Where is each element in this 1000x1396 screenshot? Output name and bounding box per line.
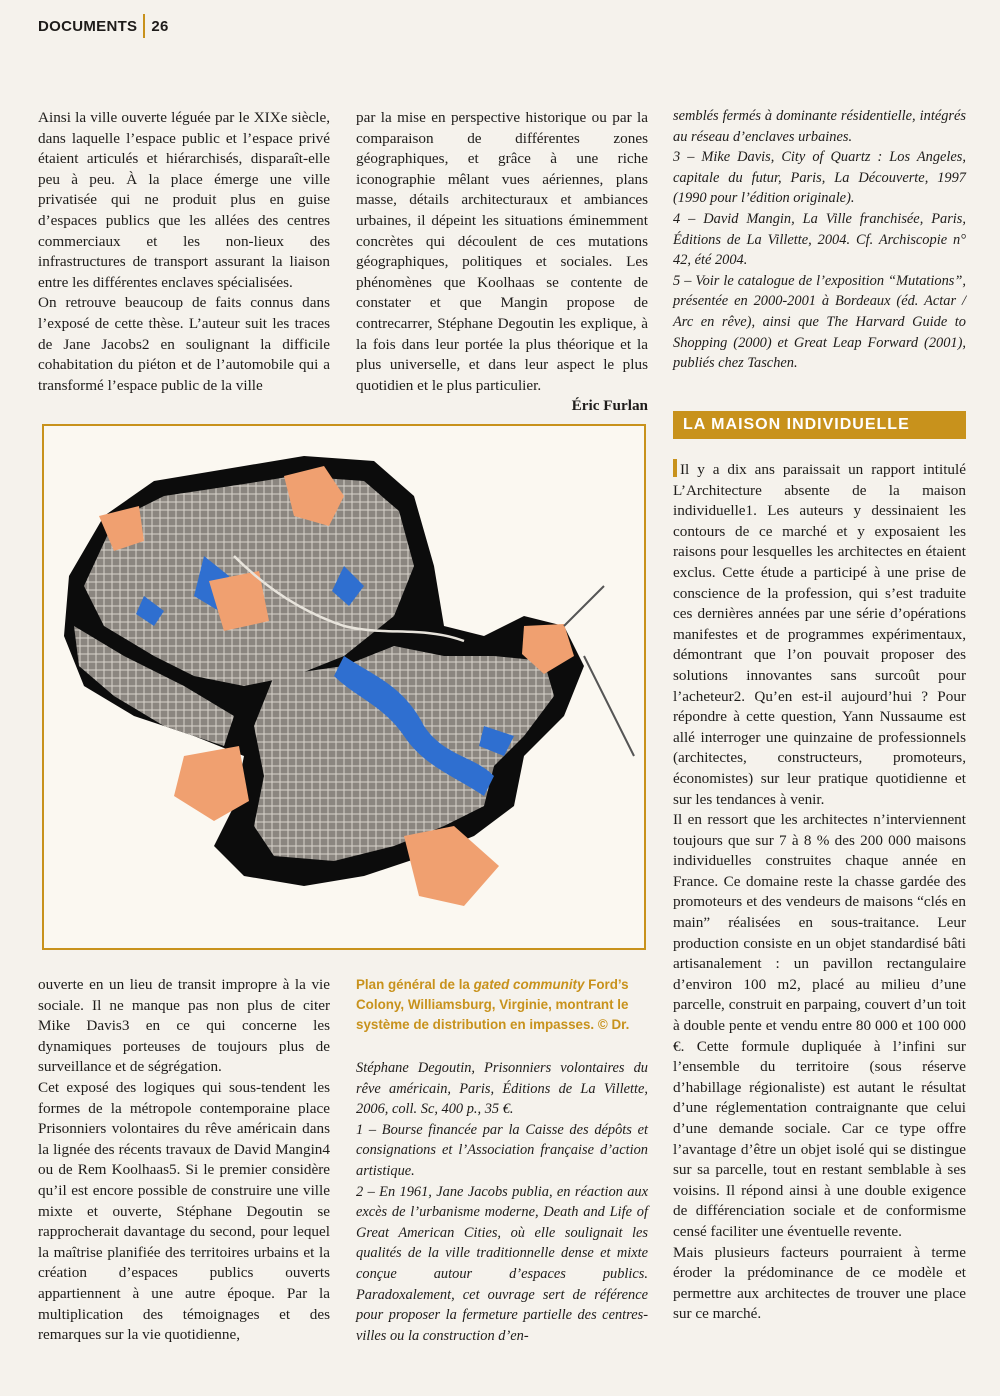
footnote: semblés fermés à dominante résidentielle, intégrés au réseau d’enclaves urbaines. [673,108,966,145]
footnote: 3 – Mike Davis, City of Quartz : Los Angeles, capitale du futur, Paris, La Découverte, 1997 (1990 pour l’édition originale). [673,149,966,207]
column-3-body [673,459,966,1325]
figure-caption [356,975,656,1035]
column-2-top [356,108,648,417]
paragraph: par la mise en perspective historique ou par la comparaison de différentes zones géographiques, et grâce à une riche iconographie mêlant vues aériennes, plans masse, détails architecturaux et ambiances urbaines, il dépeint les situations éminemment concrètes qui découlent de ces mutations géographiques, politiques et sociales. Les phénomènes que Koolhaas se contente de constater et que Mangin propose de contrecarrer, Stéphane Degoutin les explique, à la fois dans leur portée la plus théorique et la plus universelle, et dans leur aspect le plus quotidien et le plus particulier. [356,109,648,394]
amenity-area [404,826,499,906]
caption-text: Ford’s Colony, Williamsburg, Virginie, montrant le système de distribution en impasses. © Dr. [356,977,630,1032]
page-number: 26 [151,17,169,35]
footnote: 5 – Voir le catalogue de l’exposition “Mutations”, présentée en 2000-2001 à Bordeaux (éd. Actar / Arc en rêve), ainsi que The Harvard Guide to Shopping (2000) et Great Leap Forward (2001), publiés chez Taschen. [673,272,966,372]
footnote: 2 – En 1961, Jane Jacobs publia, en réaction aux excès de l’urbanisme moderne, Death and Life of Great American Cities, où elle soulignait les qualités de la ville traditionnelle dense et mixte conçue autour d’espaces publics. Paradoxalement, cet ouvrage sert de référence pour proposer la fermeture partielle des centres-villes ou la construction d’en- [356,1183,648,1344]
running-header [38,14,169,38]
caption-text: Plan général de la [356,977,474,992]
column-2-bottom [356,1058,648,1346]
paragraph-text: Il y a dix ans paraissait un rapport intitulé L’Architecture absente de la maison individuelle1. Les auteurs y dessinaient les contours de ce marché et y exposaient les raisons pour lesquelles les architectes en étaient exclus. Cette étude a participé à une prise de conscience de la profession, qui s’est traduite ces dernières années par une série d’opérations manifestes et de programmes expérimentaux, démontrant que l’on pouvait proposer des solutions innovantes sans surcoût pour l’acheteur2. Qu’en est-il aujourd’hui ? Pour répondre à cette question, Yann Nussaume est allé interroger une quinzaine de professionnels (architectes, constructeurs, promoteurs, économistes) sur leur pratique quotidienne et sur les tendances à venir. [673,461,966,808]
paragraph: Cet exposé des logiques qui sous-tendent les formes de la métropole contemporaine place Prisonniers volontaires du rêve américain dans la lignée des récents travaux de David Mangin4 ou de Rem Koolhaas5. Si le premier considère qu’il est encore possible de construire une ville mixte et ouverte, Stéphane Degoutin se rapprocherait davantage du second, pour lequel la maîtrise planifiée des territoires urbains et la création d’espaces publics ouverts appartiennent à une autre époque. Par la multiplication des témoignages et des remarques sur la vie quotidienne, [38,1078,330,1344]
book-reference: Stéphane Degoutin, Prisonniers volontaires du rêve américain, Paris, Éditions de La Villette, 2006, coll. Sc, 400 p., 35 €. [356,1060,648,1118]
column-1-top [38,108,330,396]
footnote: 4 – David Mangin, La Ville franchisée, Paris, Éditions de La Villette, 2004. Cf. Archiscopie n° 42, été 2004. [673,210,966,269]
site-plan-figure [42,424,646,950]
paragraph: Mais plusieurs facteurs pourraient à terme éroder la prédominance de ce modèle et permettre aux architectes de trouver une place sur ce marché. [673,1243,966,1323]
paragraph [673,459,966,810]
paragraph: On retrouve beaucoup de faits connus dans l’exposé de cette thèse. L’auteur suit les traces de Jane Jacobs2 en soulignant la difficile cohabitation du piéton et de l’automobile qui a transformé l’espace public de la ville [38,294,330,394]
footnote: 1 – Bourse financée par la Caisse des dépôts et consignations et l’Association française d’action artistique. [356,1121,648,1179]
column-1-bottom [38,975,330,1346]
paragraph: Il en ressort que les architectes n’interviennent toujours que sur 7 à 8 % des 200 000 maisons individuelles construites chaque année en France. Ce domaine reste la chasse gardée des promoteurs et des vendeurs de maisons “clés en main” réalisées en sous-traitance. Leur production consiste en un objet standardisé bâti artisanalement : un pavillon rectangulaire d’environ 100 m2, placé au milieu d’une parcelle, construit en parpaing, couvert d’un toit à double pente et vendu entre 80 000 et 100 000 €. Cette formule dupliquée à l’infini sur l’ensemble du territoire (sous réserve d’habillage régionaliste) est autant le résultat d’une réglementation contraignante que celui d’une demande sociale. Car ce type offre l’avantage d’être un objet isolé qui se distingue sur sa parcelle, tout en restant semblable à ses voisins. Il répond ainsi à une double exigence de différenciation sociale et de conformisme censé faciliter une éventuelle revente. [673,811,966,1240]
section-label: DOCUMENTS [38,17,138,35]
column-3-notes [673,106,966,374]
section-heading: LA MAISON INDIVIDUELLE [673,411,966,439]
caption-italic: gated community [473,977,585,992]
dropcap-bar [673,459,677,477]
paragraph: Ainsi la ville ouverte léguée par le XIXe siècle, dans laquelle l’espace public et l’espace privé étaient articulés et hiérarchisés, disparaît-elle peu à peu. À la place émerge une ville privatisée qui ne produit plus en guise d’espaces publics que les allées des centres commerciaux et les non-lieux des infrastructures de transport assurant la liaison entre les différentes enclaves spécialisées. [38,109,330,291]
author-signature: Éric Furlan [571,397,648,415]
header-divider [143,14,145,38]
paragraph: ouverte en un lieu de transit impropre à la vie sociale. Il ne manque pas non plus de citer Mike Davis3 en ce qui concerne les dynamiques porteuses de toujours plus de surveillance et de ségrégation. [38,976,330,1076]
site-plan-map [44,426,644,948]
